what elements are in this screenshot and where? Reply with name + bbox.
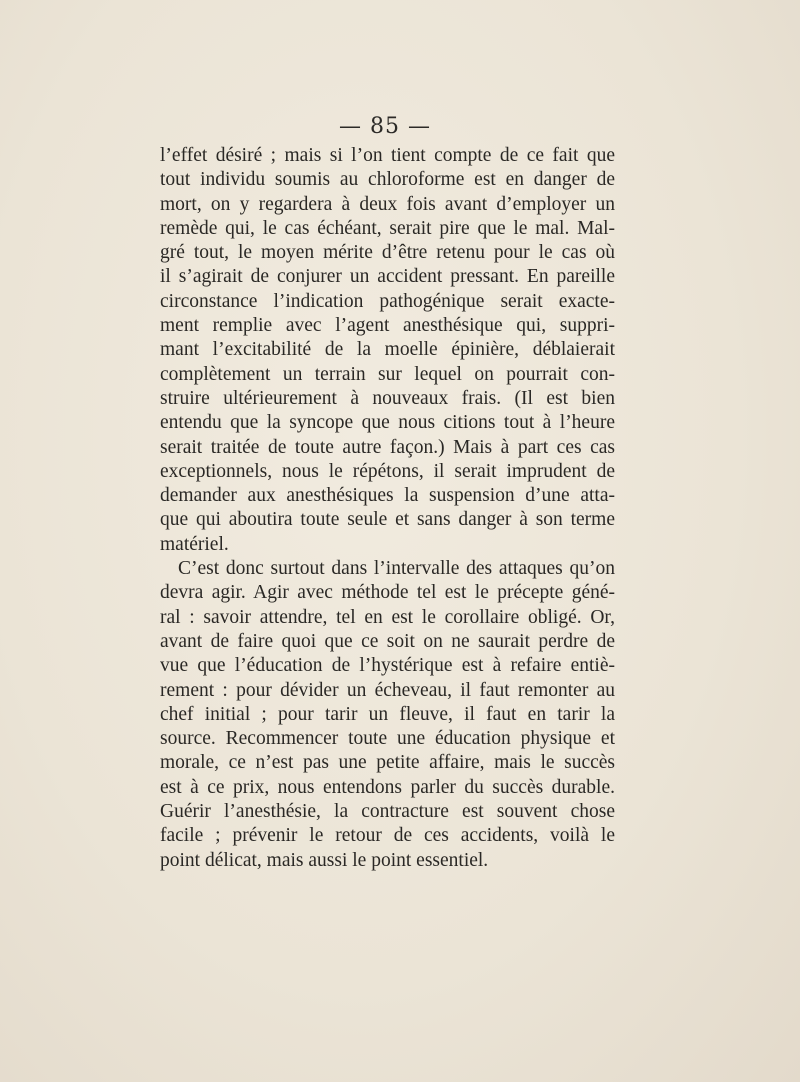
text-line: complètement un terrain sur lequel on pourrait con- (160, 363, 615, 385)
text-line: point délicat, mais aussi le point essentiel. (160, 849, 489, 871)
text-line: ment remplie avec l’agent anesthésique qui, suppri- (160, 315, 615, 337)
text-line: est à ce prix, nous entendons parler du succès durable. (160, 776, 615, 798)
text-line: que qui aboutira toute seule et sans danger à son terme (160, 509, 615, 531)
text-line: matériel. (160, 533, 229, 555)
text-line: mort, on y regardera à deux fois avant d’employer un (160, 193, 615, 215)
text-line: rement : pour dévider un écheveau, il faut remonter au (160, 679, 615, 701)
text-line: chef initial ; pour tarir un fleuve, il faut en tarir la (160, 703, 615, 725)
text-line: exceptionnels, nous le répétons, il serait imprudent de (160, 460, 615, 482)
text-line: serait traitée de toute autre façon.) Mais à part ces cas (160, 436, 615, 458)
text-line: devra agir. Agir avec méthode tel est le précepte géné- (160, 582, 615, 604)
text-line: circonstance l’indication pathogénique serait exacte- (160, 290, 615, 312)
text-line: C’est donc surtout dans l’intervalle des attaques qu’on (178, 558, 615, 580)
text-line: struire ultérieurement à nouveaux frais. (Il est bien (160, 387, 615, 409)
text-line: mant l’excitabilité de la moelle épinière, déblaierait (160, 339, 615, 361)
text-line: tout individu soumis au chloroforme est en danger de (160, 169, 615, 191)
text-line: vue que l’éducation de l’hystérique est à refaire entiè- (160, 655, 615, 677)
text-line: Guérir l’anesthésie, la contracture est souvent chose (160, 801, 615, 823)
body-text (160, 144, 615, 873)
text-line: morale, ce n’est pas une petite affaire, mais le succès (160, 752, 615, 774)
text-line: ral : savoir attendre, tel en est le corollaire obligé. Or, (160, 606, 615, 628)
text-line: entendu que la syncope que nous citions tout à l’heure (160, 412, 615, 434)
page-number: — 85 — (339, 114, 431, 139)
text-line: l’effet désiré ; mais si l’on tient compte de ce fait que (160, 145, 615, 166)
text-line: il s’agirait de conjurer un accident pressant. En pareille (160, 266, 615, 288)
text-line: avant de faire quoi que ce soit on ne saurait perdre de (160, 630, 615, 652)
text-line: remède qui, le cas échéant, serait pire que le mal. Mal- (160, 217, 615, 239)
text-line: gré tout, le moyen mérite d’être retenu pour le cas où (160, 242, 615, 264)
text-line: demander aux anesthésiques la suspension d’une atta- (160, 485, 615, 507)
text-line: facile ; prévenir le retour de ces accidents, voilà le (160, 825, 615, 847)
text-line: source. Recommencer toute une éducation physique et (160, 728, 615, 750)
